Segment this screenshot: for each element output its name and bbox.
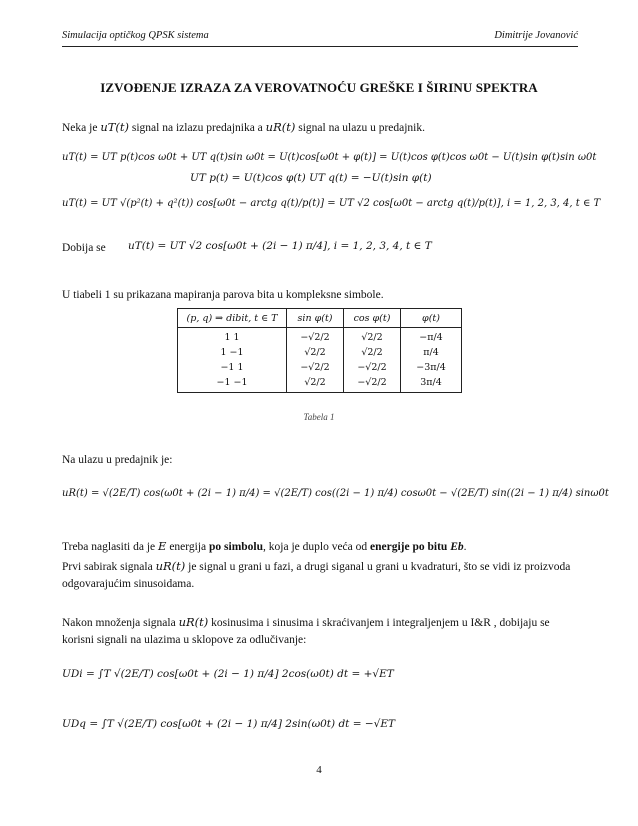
table-cell: 3π/4 xyxy=(420,377,442,388)
mult-text-a: Nakon množenja signala xyxy=(62,617,176,629)
dobija-formula: uT(t) = UT √2 cos[ω0t + (2i − 1) π/4], i = 1, 2, 3, 4, t ∈ T xyxy=(128,240,432,252)
mapping-table xyxy=(177,308,462,393)
table-cell-dibit xyxy=(178,328,287,393)
energy-symbol-eb: Eb xyxy=(450,541,464,553)
header-rule xyxy=(62,46,578,47)
branch-text-b: je signal u grani u fazi, a drugi siganal u grani u kvadraturi, što se vidi iz proizvoda odgovarajućim sinusoidama. xyxy=(62,561,571,590)
table-header: cos φ(t) xyxy=(344,309,401,328)
branch-text-a: Prvi sabirak signala xyxy=(62,561,153,573)
table-cell: √2/2 xyxy=(304,377,326,388)
table-intro: U tiabeli 1 su prikazana mapiranja parova bita u kompleksne simbole. xyxy=(62,289,384,301)
page-number: 4 xyxy=(316,764,322,776)
mult-text-b: kosinusima i sinusima i skraćivanjem i integraljenjem u I&R , dobijaju se korisni signali na ulazima u sklopove za odlučivanje: xyxy=(62,617,550,646)
table-caption: Tabela 1 xyxy=(303,412,335,422)
intro-text-c: signal na ulazu u predajnik. xyxy=(298,122,425,134)
table-cell: −3π/4 xyxy=(416,362,446,373)
energy-text-f: . xyxy=(463,541,467,553)
intro-text-a: Neka je xyxy=(62,122,98,134)
branch-paragraph xyxy=(62,558,572,593)
section-title: IZVOĐENJE IZRAZA ZA VEROVATNOĆU GREŠKE I ŠIRINU SPEKTRA xyxy=(100,80,538,95)
table-cell-phi xyxy=(401,328,462,393)
table-cell: −√2/2 xyxy=(300,362,330,373)
table-cell: −√2/2 xyxy=(357,377,387,388)
table-cell: π/4 xyxy=(423,347,439,358)
table-cell-cos xyxy=(344,328,401,393)
table-cell: −1 1 xyxy=(220,362,244,373)
intro-paragraph xyxy=(62,119,572,137)
equation-1-line-1: uT(t) = UT p(t)cos ω0t + UT q(t)sin ω0t = U(t)cos[ω0t + φ(t)] = U(t)cos φ(t)cos ω0t − U(t)sin φ(t)sin ω0t xyxy=(62,152,597,163)
equation-3: UDi = ∫T √(2E/T) cos[ω0t + (2i − 1) π/4] 2cos(ω0t) dt = +√ET xyxy=(62,668,394,680)
energy-text-e: energije po bitu xyxy=(370,541,448,553)
table-header: φ(t) xyxy=(401,309,462,328)
table-cell: 1 −1 xyxy=(220,347,244,358)
equation-4: UDq = ∫T √(2E/T) cos[ω0t + (2i − 1) π/4] 2sin(ω0t) dt = −√ET xyxy=(62,718,396,730)
table-row xyxy=(178,328,462,393)
table-cell: −1 −1 xyxy=(216,377,248,388)
dobija-label: Dobija se xyxy=(62,242,106,254)
table-cell: −π/4 xyxy=(419,332,443,343)
intro-ur: uR(t) xyxy=(265,120,296,134)
table-cell: 1 1 xyxy=(224,332,240,343)
header-left: Simulacija optičkog QPSK sistema xyxy=(62,30,209,41)
table-cell: √2/2 xyxy=(361,332,383,343)
table-header: sin φ(t) xyxy=(287,309,344,328)
table-cell: √2/2 xyxy=(361,347,383,358)
header-right: Dimitrije Jovanović xyxy=(494,30,578,41)
table-header-row xyxy=(178,309,462,328)
energy-text-b: energija xyxy=(169,541,207,553)
table-cell: −√2/2 xyxy=(300,332,330,343)
table-cell-sin xyxy=(287,328,344,393)
energy-text-d: , koja je duplo veća od xyxy=(263,541,368,553)
table-cell: √2/2 xyxy=(304,347,326,358)
equation-1-line-3: uT(t) = UT √(p²(t) + q²(t)) cos[ω0t − arctg q(t)/p(t)] = UT √2 cos[ω0t − arctg q(t)/p(t)], i = 1, 2, 3, 4, t ∈ T xyxy=(62,198,601,209)
predajnik-intro: Na ulazu u predajnik je: xyxy=(62,454,173,466)
mult-ur: uR(t) xyxy=(178,615,209,629)
intro-text-b: signal na izlazu predajnika a xyxy=(131,122,263,134)
energy-text-c: po simbolu xyxy=(209,541,264,553)
energy-paragraph xyxy=(62,538,572,556)
table-header: (p, q) ⇒ dibit, t ∈ T xyxy=(178,309,287,328)
equation-2: uR(t) = √(2E/T) cos(ω0t + (2i − 1) π/4) = √(2E/T) cos((2i − 1) π/4) cosω0t − √(2E/T) sin((2i − 1) π/4) sinω0t xyxy=(62,488,609,499)
multiplication-paragraph xyxy=(62,614,572,649)
intro-ut: uT(t) xyxy=(100,120,129,134)
table-cell: −√2/2 xyxy=(357,362,387,373)
equation-1-line-2: UT p(t) = U(t)cos φ(t) UT q(t) = −U(t)sin φ(t) xyxy=(190,172,432,184)
energy-symbol-e: E xyxy=(158,539,167,553)
energy-text-a: Treba naglasiti da je xyxy=(62,541,156,553)
branch-ur: uR(t) xyxy=(155,559,186,573)
